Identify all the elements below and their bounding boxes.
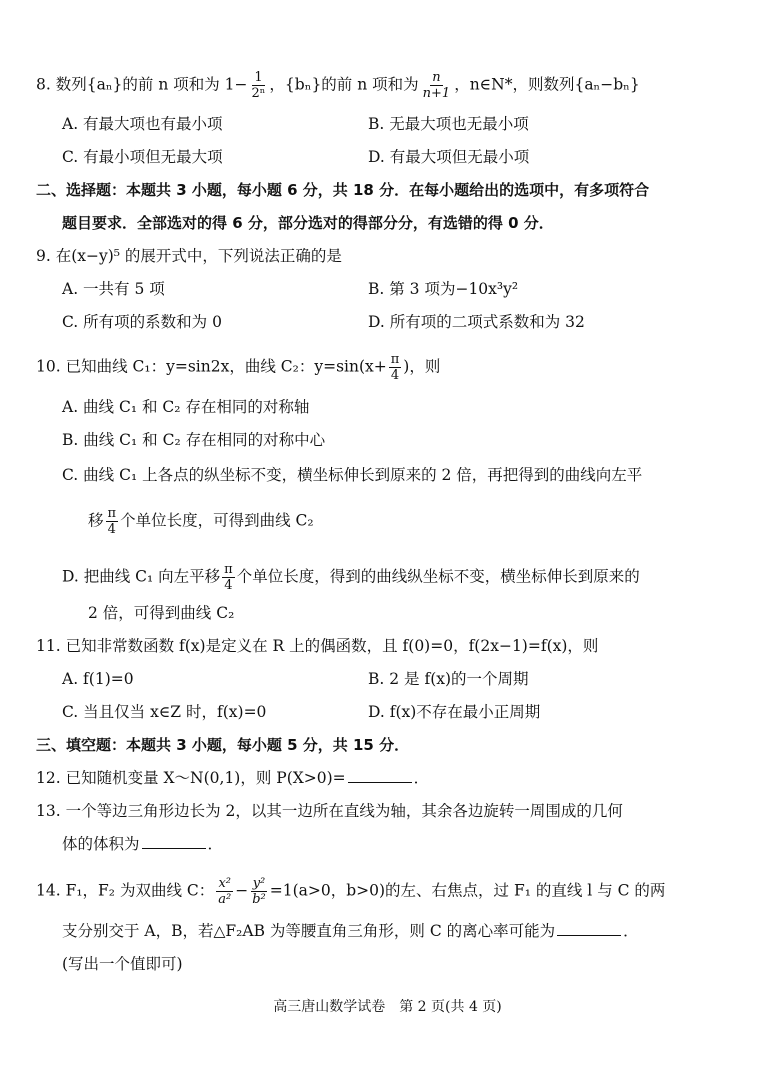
q8-text-3: ，{: [269, 75, 295, 94]
q10-c-pi-fraction: $\frac{\pi}{4}$: [107, 506, 117, 537]
q14-fraction-x: $\frac{\text{x²}}{\text{a²}}$: [218, 876, 232, 907]
q8-option-d: D. 有最大项但无最小项: [368, 148, 530, 166]
q8-a-name: aₙ: [96, 75, 113, 94]
q10-d-pi-fraction: $\frac{\pi}{4}$: [224, 562, 233, 593]
q8-text-4: }的前 n 项和为: [311, 75, 419, 94]
q10-option-b: B. 曲线 C₁ 和 C₂ 存在相同的对称中心: [62, 431, 326, 449]
section3-heading: 三、填空题：本题共 3 小题，每小题 5 分，共 15 分．: [36, 736, 410, 754]
q8-text-5: ，n∈N*，则数列{aₙ−bₙ}: [454, 75, 640, 94]
q8-option-c: C. 有最小项但无最大项: [62, 148, 223, 166]
q11-stem: 11. 已知非常数函数 f(x)是定义在 R 上的偶函数，且 f(0)=0，f(2x−1)=f(x)，则: [36, 637, 599, 655]
q11-option-d: D. f(x)不存在最小正周期: [368, 703, 541, 721]
q8-text-1: 8. 数列{: [36, 75, 97, 94]
q9-option-b: B. 第 3 项为−10x³y²: [368, 280, 519, 298]
q13-stem-line1: 13. 一个等边三角形边长为 2，以其一边所在直线为轴，其余各边旋转一周围成的几何: [36, 802, 623, 820]
q14-stem-line1: 14. F₁，F₂ 为双曲线 C： $\frac{\text{x²}}{\text{a²}}$ − $\frac{\text{y²}}{\text{b²}}$ =1(a>0，b>0)的左、右焦点，过 F₁ 的直线 l 与 C 的两: [36, 876, 666, 907]
q13-answer-blank[interactable]: [142, 834, 206, 849]
q8-text-2: }的前 n 项和为 1−: [112, 75, 248, 94]
q10-option-d-line1: D. 把曲线 C₁ 向左平移 $\frac{\pi}{4}$ 个单位长度，得到的曲线纵坐标不变，横坐标伸长到原来的: [62, 562, 640, 593]
q13-stem-line2: 体的体积为 ．: [62, 835, 224, 853]
q10-stem: 10. 已知曲线 C₁：y=sin2x，曲线 C₂：y=sin(x+ $\frac{\pi}{4}$ )，则: [36, 352, 441, 383]
q10-pi-fraction: $\frac{\pi}{4}$: [390, 352, 400, 383]
q8-option-b: B. 无最大项也无最小项: [368, 115, 529, 133]
q9-option-c: C. 所有项的系数和为 0: [62, 313, 222, 331]
q11-option-a: A. f(1)=0: [62, 670, 134, 688]
q8-stem: [36, 70, 640, 101]
q12-answer-blank[interactable]: [348, 768, 412, 783]
q11-option-c: C. 当且仅当 x∈Z 时，f(x)=0: [62, 703, 267, 721]
q8-b-name: bₙ: [294, 75, 312, 94]
page-footer: 高三唐山数学试卷 第 2 页(共 4 页): [273, 999, 502, 1015]
q14-note: (写出一个值即可): [62, 955, 183, 973]
section2-heading: 二、选择题：本题共 3 小题，每小题 6 分，共 18 分．在每小题给出的选项中，有多项符合: [36, 181, 650, 199]
q9-option-a: A. 一共有 5 项: [62, 280, 165, 298]
q8-option-a: A. 有最大项也有最小项: [62, 115, 223, 133]
section2-heading-cont: 题目要求．全部选对的得 6 分，部分选对的得部分分，有选错的得 0 分．: [62, 214, 554, 232]
q9-stem: 9. 在(x−y)⁵ 的展开式中，下列说法正确的是: [36, 247, 342, 265]
q14-answer-blank[interactable]: [557, 921, 621, 936]
q10-option-a: A. 曲线 C₁ 和 C₂ 存在相同的对称轴: [62, 398, 310, 416]
q8-fraction-2: $\frac{n}{n+1}$: [422, 70, 451, 101]
q9-option-d: D. 所有项的二项式系数和为 32: [368, 313, 585, 331]
q10-option-d-line2: 2 倍，可得到曲线 C₂: [88, 604, 235, 622]
q14-stem-line2: 支分别交于 A，B，若△F₂AB 为等腰直角三角形，则 C 的离心率可能为 ．: [62, 922, 639, 940]
q11-option-b: B. 2 是 f(x)的一个周期: [368, 670, 529, 688]
q10-option-c-line1: C. 曲线 C₁ 上各点的纵坐标不变，横坐标伸长到原来的 2 倍，再把得到的曲线向左平: [62, 466, 643, 484]
q8-fraction-1: $\frac{1}{\text{2ⁿ}}$: [251, 70, 266, 101]
q14-fraction-y: $\frac{\text{y²}}{\text{b²}}$: [252, 876, 266, 907]
q10-option-c-line2: 移 $\frac{\pi}{4}$ 个单位长度，可得到曲线 C₂: [88, 506, 314, 537]
q12-stem: 12. 已知随机变量 X～N(0,1)，则 P(X>0)= ．: [36, 769, 430, 787]
